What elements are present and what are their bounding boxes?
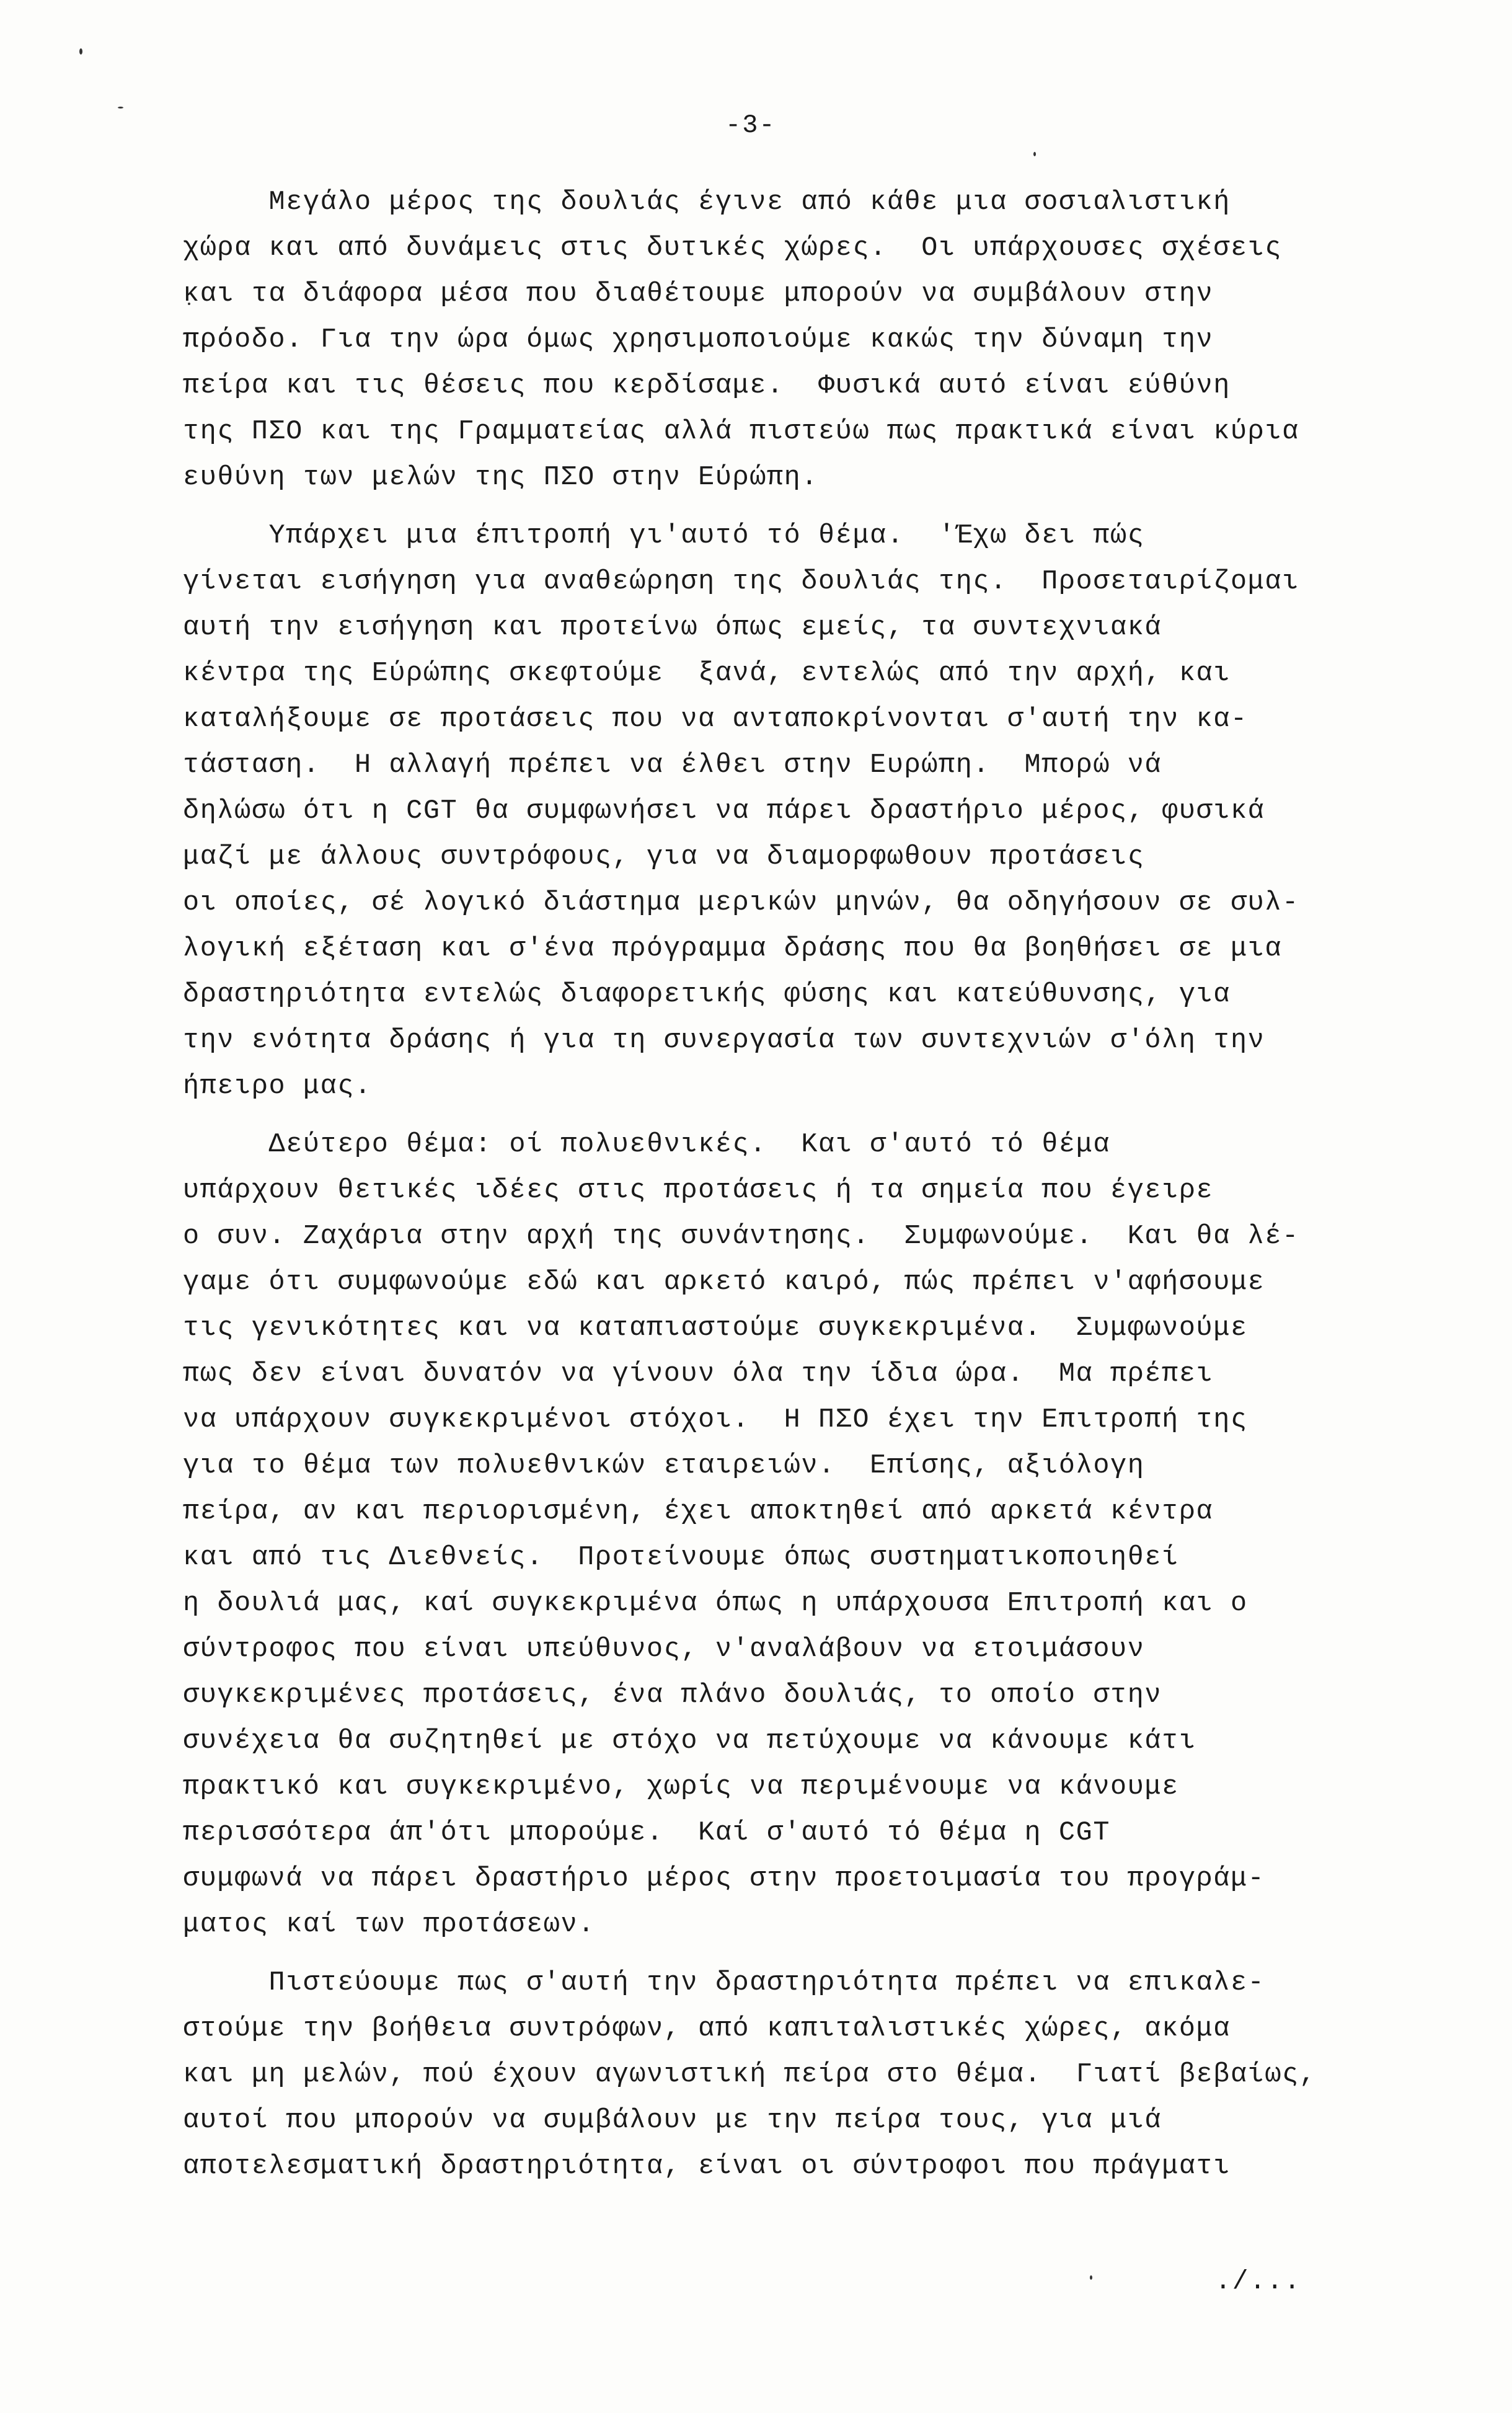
scan-speck — [1033, 152, 1036, 156]
paragraph-gap — [183, 501, 1448, 513]
text-line: δραστηριότητα εντελώς διαφορετικής φύσης και κατεύθυνσης, για — [183, 980, 1231, 1010]
text-line: να υπάρχουν συγκεκριμένοι στόχοι. Η ΠΣΟ έχει την Επιτροπή της — [183, 1405, 1248, 1435]
text-line: και από τις Διεθνείς. Προτείνουμε όπως συστηματικοποιηθεί — [183, 1543, 1179, 1573]
scan-speck — [1090, 2275, 1092, 2280]
text-line: Πιστεύουμε πως σ'αυτή την δραστηριότητα πρέπει να επικαλε- — [183, 1968, 1265, 1998]
text-line: πρακτικό και συγκεκριμένο, χωρίς να περιμένουμε να κάνουμε — [183, 1772, 1179, 1802]
text-line: ευθύνη των μελών της ΠΣΟ στην Εύρώπη. — [183, 463, 819, 493]
text-line: Υπάρχει μια έπιτροπή γι'αυτό τό θέμα. 'Έχω δει πώς — [183, 521, 1145, 551]
text-line: και τα διάφορα μέσα που διαθέτουμε μπορούν να συμβάλουν στην — [183, 279, 1214, 309]
text-line: καταλήξουμε σε προτάσεις που να ανταποκρίνονται σ'αυτή την κα- — [183, 704, 1248, 735]
text-line: και μη μελών, πού έχουν αγωνιστική πείρα στο θέμα. Γιατί βεβαίως, — [183, 2060, 1317, 2090]
text-line: πείρα, αν και περιορισμένη, έχει αποκτηθεί από αρκετά κέντρα — [183, 1497, 1214, 1527]
text-line: πρόοδο. Για την ώρα όμως χρησιμοποιούμε κακώς την δύναμη την — [183, 325, 1214, 355]
paragraph-gap — [183, 1110, 1448, 1122]
text-line: χώρα και από δυνάμεις στις δυτικές χώρες. Οι υπάρχουσες σχέσεις — [183, 233, 1283, 263]
text-line: συγκεκριμένες προτάσεις, ένα πλάνο δουλιάς, το οποίο στην — [183, 1680, 1162, 1711]
paragraph-gap — [183, 1948, 1448, 1960]
text-line: Μεγάλο μέρος της δουλιάς έγινε από κάθε μια σοσιαλιστική — [183, 187, 1231, 218]
text-line: Δεύτερο θέμα: οί πολυεθνικές. Και σ'αυτό τό θέμα — [183, 1130, 1111, 1160]
text-line: ματος καί των προτάσεων. — [183, 1910, 595, 1940]
text-line: κέντρα της Εύρώπης σκεφτούμε ξανά, εντελώς από την αρχή, και — [183, 658, 1231, 689]
text-line: πείρα και τις θέσεις που κερδίσαμε. Φυσικά αυτό είναι εύθύνη — [183, 371, 1231, 401]
text-line: την ενότητα δράσης ή για τη συνεργασία των συντεχνιών σ'όλη την — [183, 1025, 1265, 1056]
text-line: τις γενικότητες και να καταπιαστούμε συγκεκριμένα. Συμφωνούμε — [183, 1313, 1248, 1344]
text-line: ήπειρο μας. — [183, 1071, 372, 1102]
text-line: σύντροφος που είναι υπεύθυνος, ν'αναλάβουν να ετοιμάσουν — [183, 1634, 1145, 1665]
body-text — [183, 180, 1448, 2190]
paragraph — [183, 513, 1448, 1110]
scan-speck — [79, 48, 82, 55]
text-line: η δουλιά μας, καί συγκεκριμένα όπως η υπάρχουσα Επιτροπή και ο — [183, 1588, 1248, 1619]
text-line: αυτή την εισήγηση και προτείνω όπως εμείς, τα συντεχνιακά — [183, 613, 1162, 643]
text-line: της ΠΣΟ και της Γραμματείας αλλά πιστεύω πως πρακτικά είναι κύρια — [183, 417, 1299, 447]
text-line: υπάρχουν θετικές ιδέες στις προτάσεις ή τα σημεία που έγειρε — [183, 1176, 1214, 1206]
text-line: γίνεται εισήγηση για αναθεώρηση της δουλιάς της. Προσεταιρίζομαι — [183, 567, 1299, 597]
scan-speck — [118, 107, 123, 108]
text-line: για το θέμα των πολυεθνικών εταιρειών. Επίσης, αξιόλογη — [183, 1451, 1145, 1481]
page-number: -3- — [725, 110, 776, 140]
text-line: αυτοί που μπορούν να συμβάλουν με την πείρα τους, για μιά — [183, 2105, 1162, 2136]
text-line: γαμε ότι συμφωνούμε εδώ και αρκετό καιρό, πώς πρέπει ν'αφήσουμε — [183, 1267, 1265, 1298]
text-line: πως δεν είναι δυνατόν να γίνουν όλα την ίδια ώρα. Μα πρέπει — [183, 1359, 1214, 1389]
paragraph — [183, 1122, 1448, 1948]
text-line: οι οποίες, σέ λογικό διάστημα μερικών μηνών, θα οδηγήσουν σε συλ- — [183, 888, 1299, 918]
text-line: λογική εξέταση και σ'ένα πρόγραμμα δράσης που θα βοηθήσει σε μια — [183, 934, 1283, 964]
text-line: τάσταση. Η αλλαγή πρέπει να έλθει στην Ευρώπη. Μπορώ νά — [183, 750, 1162, 781]
text-line: αποτελεσματική δραστηριότητα, είναι οι σύντροφοι που πράγματι — [183, 2151, 1231, 2182]
text-line: συμφωνά να πάρει δραστήριο μέρος στην προετοιμασία του προγράμ- — [183, 1864, 1265, 1894]
text-line: μαζί με άλλους συντρόφους, για να διαμορφωθουν προτάσεις — [183, 842, 1145, 872]
text-line: συνέχεια θα συζητηθεί με στόχο να πετύχουμε να κάνουμε κάτι — [183, 1726, 1196, 1756]
continuation-mark: ./... — [1215, 2266, 1302, 2296]
text-line: περισσότερα άπ'ότι μπορούμε. Καί σ'αυτό τό θέμα η CGT — [183, 1818, 1111, 1848]
text-line: δηλώσω ότι η CGT θα συμφωνήσει να πάρει δραστήριο μέρος, φυσικά — [183, 796, 1265, 826]
paragraph — [183, 180, 1448, 501]
text-line: ο συν. Ζαχάρια στην αρχή της συνάντησης. Συμφωνούμε. Και θα λέ- — [183, 1221, 1299, 1252]
text-line: στούμε την βοήθεια συντρόφων, από καπιταλιστικές χώρες, ακόμα — [183, 2014, 1231, 2044]
paragraph — [183, 1960, 1448, 2190]
